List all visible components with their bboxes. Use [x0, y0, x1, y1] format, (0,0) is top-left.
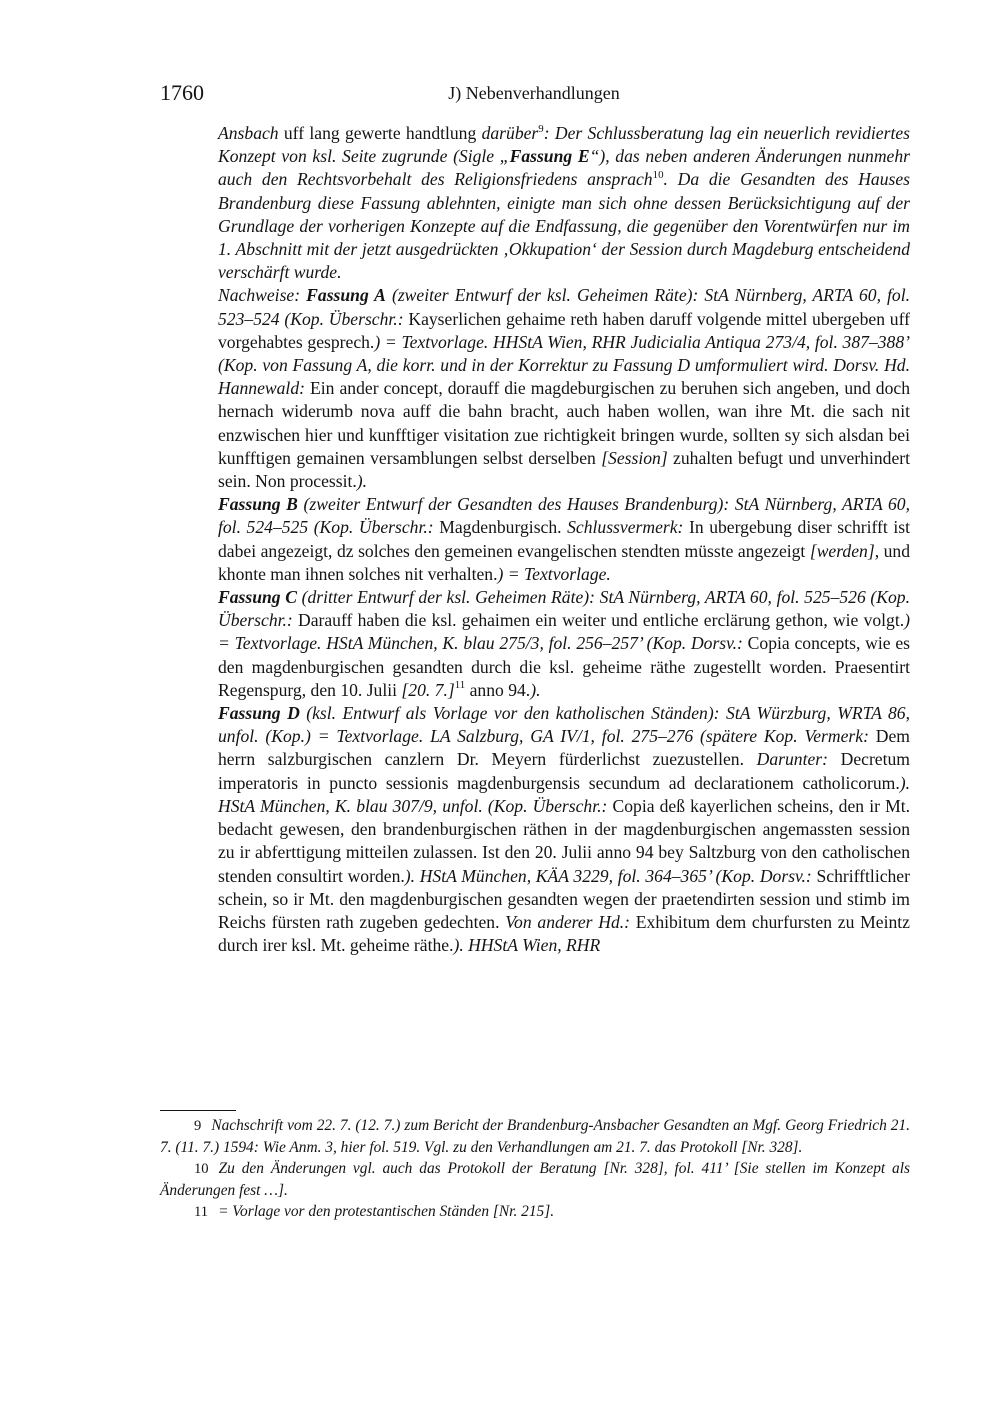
text-span: ).: [356, 471, 368, 492]
text-span: : Der Schlussberatung lag ein neuerlich revidiertes Konzept von ksl. Seite zugrunde (Sigle „: [218, 123, 910, 167]
main-text: [218, 122, 910, 957]
version-label: Fassung C: [218, 587, 297, 608]
footnote-10: [160, 1158, 910, 1201]
text-span: (ksl. Entwurf als Vorlage vor den katholischen Ständen): StA Würzburg, WRTA 86, unfol. (Kop.) = Textvorlage. LA Salzburg, GA IV/1, fol. 275–276 (spätere Kop. Vermerk:: [218, 703, 910, 747]
text-span: ). HStA München, K. blau 307/9, unfol. (Kop. Überschr.:: [218, 772, 910, 816]
footnote-ref-9[interactable]: 9: [538, 122, 544, 135]
quote-span: Copia deß kayerlichen scheins, den ir Mt. bedacht gewesen, den brandenburgischen räthen in der magdenburgischen angemassten session zu ir abferttigung mitteilen zulassen. Ist den 20. Julii anno 94 bey Saltzburg von den catholischen stenden consultirt worden.: [218, 795, 910, 886]
footnote-ref-11[interactable]: 11: [454, 679, 466, 692]
quote-span: anno 94.: [465, 679, 531, 700]
footnotes: [160, 1115, 910, 1223]
quote-span: Decretum imperatoris in puncto sessionis magdenburgensis secundum ad declarationem catholicorum.: [218, 749, 910, 793]
text-span: darüber: [481, 123, 539, 143]
quote-span: zuhalten befugt und unverhindert sein. Non processit.: [218, 447, 911, 492]
paragraph-fassung-d: [218, 702, 910, 957]
text-span: (zweiter Entwurf der ksl. Geheimen Räte): StA Nürnberg, ARTA 60, fol. 523–524 (Kop. Überschr.:: [218, 285, 910, 329]
footnote-ref-10[interactable]: 10: [652, 169, 664, 182]
text-span: [werden]: [809, 540, 875, 561]
version-label: Fassung E: [509, 146, 590, 167]
text-span: [Session]: [601, 447, 668, 468]
paragraph-fassung-b: [218, 493, 910, 586]
quote-span: Magdenburgisch.: [439, 517, 568, 538]
quote-span: Darauff haben die ksl. gehaimen ein weiter und entliche erclärung gethon, wie volgt.: [298, 610, 905, 631]
quote-span: Kayserlichen gehaime reth haben daruff volgende mittel ubergeben uff vorgehabtes gesprech.: [218, 308, 910, 352]
text-span: (dritter Entwurf der ksl. Geheimen Räte): StA Nürnberg, ARTA 60, fol. 525–526 (Kop. Überschr.:: [218, 587, 910, 631]
text-span: Schlussvermerk:: [567, 517, 689, 538]
text-span: (zweiter Entwurf der Gesandten des Hauses Brandenburg): StA Nürnberg, ARTA 60, fol. 524–525 (Kop. Überschr.:: [218, 494, 910, 538]
paragraph-fassung-a: [218, 284, 910, 493]
text-span: ).: [530, 679, 541, 700]
quote-span: Exhibitum dem churfursten zu Meintz durch irer ksl. Mt. geheime räthe.: [218, 911, 910, 956]
text-span: Darunter:: [756, 749, 841, 770]
quote-span: uff lang gewerte handtlung: [278, 123, 482, 143]
footnote-9: [160, 1115, 910, 1158]
paragraph-fassung-c: [218, 586, 910, 702]
version-label: Fassung B: [218, 494, 298, 515]
text-span: ) = Textvorlage. HStA München, K. blau 275/3, fol. 256–257’ (Kop. Dorsv.:: [218, 610, 910, 654]
footnote-11: [160, 1201, 910, 1223]
text-span: ). HHStA Wien, RHR: [453, 935, 601, 956]
footnote-number: 11: [194, 1204, 209, 1220]
text-span: ). HStA München, KÄA 3229, fol. 364–365’ (Kop. Dorsv.:: [404, 865, 817, 886]
paragraph-intro: [218, 122, 910, 284]
quote-span: Dem herrn salzburgischen canzlern Dr. Meyern fürderlichst zuezustellen.: [218, 726, 910, 770]
page-number: 1760: [160, 80, 204, 105]
quote-span: In ubergebung diser schrifft ist dabei angezeigt, dz solches den gemeinen evangelischen stendten müsste angezeigt: [218, 517, 910, 561]
footnote-text: Nachschrift vom 22. 7. (12. 7.) zum Bericht der Brandenburg-Ansbacher Gesandten an Mgf. Georg Friedrich 21. 7. (11. 7.) 1594: Wie Anm. 3, hier fol. 519. Vgl. zu den Verhandlungen am 21. 7. das Protokoll [Nr. 328].: [160, 1117, 910, 1156]
quote-span: , und khonte man ihnen solches nit verhalten.: [218, 540, 910, 584]
text-span: ) = Textvorlage.: [497, 563, 611, 584]
footnote-divider: [160, 1110, 236, 1111]
text-span: [20. 7.]: [401, 679, 455, 700]
text-span: ) = Textvorlage. HHStA Wien, RHR Judicialia Antiqua 273/4, fol. 387–388’ (Kop. von Fassung A, die korr. und in der Korrektur zu Fassung D umformuliert wird. Dorsv. Hd. Hannewald:: [218, 331, 910, 399]
text-span: “), das neben anderen Änderungen nunmehr auch den Rechtsvorbehalt des Religionsfriedens ansprach: [218, 146, 911, 190]
running-title: J) Nebenverhandlungen: [448, 83, 620, 103]
quote-span: Schrifftlicher schein, so ir Mt. den magdenburgischen gesandten wegen der praetendirten session und stimb im Reichs fürsten rath zugeben gedechten.: [218, 865, 910, 932]
text-span: Nachweise:: [218, 285, 307, 306]
footnote-number: 10: [194, 1161, 209, 1177]
version-label: Fassung D: [218, 703, 300, 724]
quote-span: Copia concepts, wie es den magdenburgischen gesandten durch die ksl. geheime räthe zugestellt worden. Praesentirt Regenspurg, den 10. Julii: [218, 633, 911, 700]
text-span: Von anderer Hd.:: [505, 911, 636, 932]
text-span: . Da die Gesandten des Hauses Brandenburg diese Fassung ablehnten, einigte man sich ohne dessen Berücksichtigung auf der Grundlage der vorherigen Konzepte auf die Endfassung, die gegenüber den Vorentwürfen nur im 1. Abschnitt mit der jetzt ausgedrückten ‚Okkupation‘ der Session durch Magdeburg entscheidend verschärft wurde.: [218, 169, 911, 283]
footnote-number: 9: [194, 1118, 202, 1134]
text-span: Ansbach: [218, 123, 279, 143]
version-label: Fassung A: [306, 285, 386, 306]
footnote-text: Zu den Änderungen vgl. auch das Protokoll der Beratung [Nr. 328], fol. 411’ [Sie stellen im Konzept als Änderungen fest …].: [160, 1160, 910, 1199]
quote-span: Ein ander concept, dorauff die magdeburgischen zu beruhen sich angeben, und doch hernach widerumb nova auff die bahn bracht, auch haben wollen, wan ihre Mt. die sach nit enzwischen hier und kunfftiger visitation zue richtigkeit bringen wurde, sollten sy sich alsdan bei kunfftigen gemainen versamblungen selbst derselben: [218, 378, 910, 468]
footnote-text: = Vorlage vor den protestantischen Ständen [Nr. 215].: [218, 1203, 555, 1220]
